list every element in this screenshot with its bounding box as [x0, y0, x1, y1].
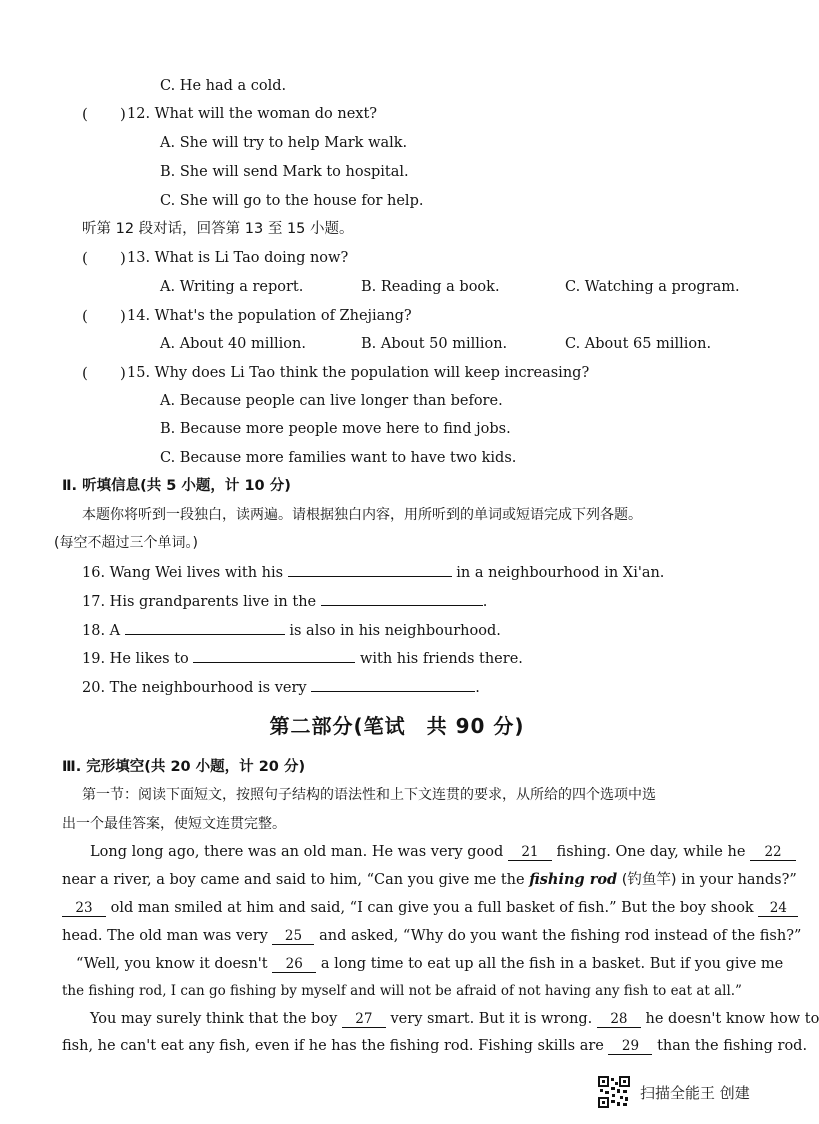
q13-answer-paren-close: ) — [120, 249, 126, 267]
q14-stem — [127, 306, 412, 326]
section2-instruction-line2: (每空不超过三个单词。) — [54, 535, 198, 551]
cloze-blank-28[interactable]: 28 — [597, 1011, 641, 1028]
q12-number: 12. — [127, 106, 151, 122]
cloze-blank-24[interactable]: 24 — [758, 900, 798, 917]
q17 — [82, 590, 487, 612]
scanner-watermark-text: 扫描全能王 创建 — [640, 1084, 750, 1102]
q15-answer-paren-close: ) — [120, 364, 126, 382]
part2-title: 第二部分(笔试 共 90 分) — [269, 714, 525, 738]
q12-text: What will the woman do next? — [154, 106, 378, 122]
q16 — [82, 561, 664, 583]
fishing-rod-term: fishing rod — [529, 871, 618, 888]
q20-prefix: 20. The neighbourhood is very — [82, 680, 307, 696]
passage-text: in your hands?” — [681, 872, 797, 888]
q19-answer-blank[interactable] — [193, 647, 355, 663]
passage-text: very smart. But it is wrong. — [390, 1011, 593, 1027]
q13-option-b: B. Reading a book. — [361, 279, 500, 295]
passage-line-3 — [62, 898, 798, 918]
section2-instruction-line1: 本题你将听到一段独白，读两遍。请根据独白内容，用所听到的单词或短语完成下列各题。 — [82, 507, 642, 523]
q14-option-c: C. About 65 million. — [565, 336, 712, 352]
cloze-blank-25[interactable]: 25 — [272, 928, 314, 945]
q19-suffix: with his friends there. — [359, 651, 523, 667]
q14-answer-paren-close: ) — [120, 307, 126, 325]
q14-number: 14. — [127, 308, 151, 324]
passage-text: than the fishing rod. — [657, 1038, 808, 1054]
q13-option-a: A. Writing a report. — [160, 279, 304, 295]
q15-stem — [127, 363, 589, 383]
passage-text: he doesn't know how to — [645, 1011, 819, 1027]
q18 — [82, 619, 501, 641]
q17-prefix: 17. His grandparents live in the — [82, 594, 317, 610]
cloze-blank-22[interactable]: 22 — [750, 844, 796, 861]
q19-prefix: 19. He likes to — [82, 651, 189, 667]
passage-line-1 — [90, 842, 796, 862]
passage-text: near a river, a boy came and said to him, “Can you give me the — [62, 872, 525, 888]
passage-line-5 — [76, 954, 783, 974]
section3-title: Ⅲ. 完形填空(共 20 小题，计 20 分) — [62, 759, 306, 775]
fishing-rod-cn-note: (钓鱼竿) — [621, 872, 677, 888]
dialog12-instruction: 听第 12 段对话，回答第 13 至 15 小题。 — [82, 221, 354, 237]
q15-number: 15. — [127, 365, 151, 381]
q12-stem — [127, 104, 377, 124]
passage-text: Long long ago, there was an old man. He was very good — [90, 844, 504, 860]
q14-text: What's the population of Zhejiang? — [154, 308, 412, 324]
qr-code-icon — [598, 1076, 630, 1108]
q14-option-a: A. About 40 million. — [160, 336, 306, 352]
passage-text: a long time to eat up all the fish in a basket. But if you give me — [320, 956, 784, 972]
q20-suffix: . — [475, 680, 480, 696]
q16-prefix: 16. Wang Wei lives with his — [82, 565, 284, 581]
cloze-blank-23[interactable]: 23 — [62, 900, 106, 917]
passage-line-7 — [90, 1009, 819, 1029]
passage-line-2 — [62, 870, 797, 890]
q18-answer-blank[interactable] — [125, 619, 285, 635]
q16-answer-blank[interactable] — [288, 561, 452, 577]
passage-text: and asked, “Why do you want the fishing rod instead of the fish?” — [319, 928, 802, 944]
q12-answer-paren-open: ( — [82, 105, 88, 123]
cloze-blank-27[interactable]: 27 — [342, 1011, 386, 1028]
cloze-blank-29[interactable]: 29 — [608, 1038, 652, 1055]
q20-answer-blank[interactable] — [311, 676, 475, 692]
q15-option-c: C. Because more families want to have two kids. — [160, 450, 517, 466]
passage-text: fishing. One day, while he — [556, 844, 746, 860]
q12-option-c: C. She will go to the house for help. — [160, 193, 424, 209]
q15-text: Why does Li Tao think the population will keep increasing? — [154, 365, 590, 381]
passage-line-6: the fishing rod, I can go fishing by myself and will not be afraid of not having any fish to eat at all.” — [62, 983, 742, 999]
section3-instruction-line1: 第一节：阅读下面短文，按照句子结构的语法性和上下文连贯的要求，从所给的四个选项中选 — [82, 787, 656, 803]
q12-option-b: B. She will send Mark to hospital. — [160, 164, 409, 180]
q17-suffix: . — [482, 594, 488, 610]
passage-line-4 — [62, 926, 801, 946]
q13-stem — [127, 248, 348, 268]
passage-line-8 — [62, 1036, 807, 1056]
q19 — [82, 647, 523, 669]
q13-text: What is Li Tao doing now? — [154, 250, 349, 266]
q15-option-b: B. Because more people move here to find jobs. — [160, 421, 511, 437]
section3-instruction-line2: 出一个最佳答案，使短文连贯完整。 — [62, 816, 286, 832]
q18-prefix: 18. A — [82, 623, 121, 639]
q13-option-c: C. Watching a program. — [565, 279, 740, 295]
q16-suffix: in a neighbourhood in Xi'an. — [456, 565, 665, 581]
cloze-blank-26[interactable]: 26 — [272, 956, 316, 973]
q20 — [82, 676, 480, 698]
passage-text: old man smiled at him and said, “I can give you a full basket of fish.” But the boy shook — [110, 900, 754, 916]
passage-text: You may surely think that the boy — [90, 1011, 338, 1027]
cloze-blank-21[interactable]: 21 — [508, 844, 552, 861]
q13-number: 13. — [127, 250, 151, 266]
q12-answer-paren-close: ) — [120, 105, 126, 123]
passage-text: “Well, you know it doesn't — [76, 956, 268, 972]
q18-suffix: is also in his neighbourhood. — [289, 623, 501, 639]
q17-answer-blank[interactable] — [321, 590, 483, 606]
q14-answer-paren-open: ( — [82, 307, 88, 325]
q12-option-a: A. She will try to help Mark walk. — [160, 135, 408, 151]
q11-option-c: C. He had a cold. — [160, 78, 287, 94]
passage-text: fish, he can't eat any fish, even if he has the fishing rod. Fishing skills are — [62, 1038, 604, 1054]
q13-answer-paren-open: ( — [82, 249, 88, 267]
section2-title: Ⅱ. 听填信息(共 5 小题，计 10 分) — [62, 478, 291, 494]
passage-text: head. The old man was very — [62, 928, 268, 944]
q15-answer-paren-open: ( — [82, 364, 88, 382]
q15-option-a: A. Because people can live longer than before. — [160, 393, 503, 409]
q14-option-b: B. About 50 million. — [361, 336, 508, 352]
